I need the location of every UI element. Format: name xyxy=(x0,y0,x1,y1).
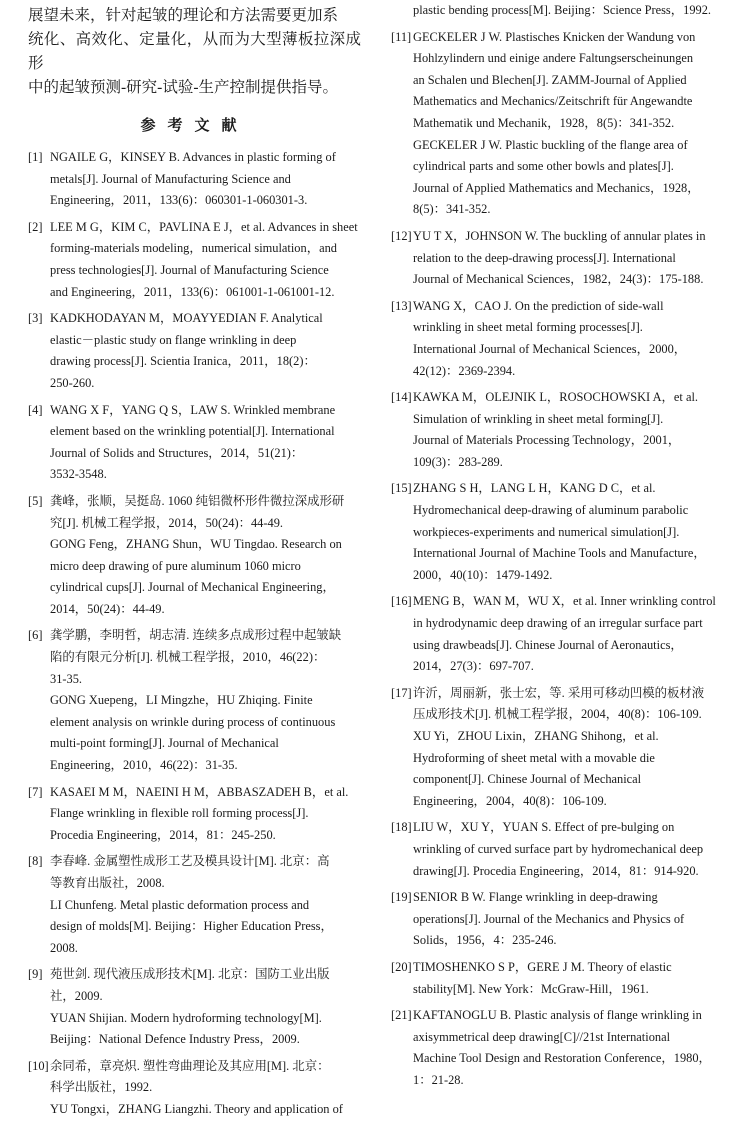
reference-item xyxy=(28,400,361,486)
reference-line: 龚学鹏，李明哲，胡志清. 连续多点成形过程中起皱缺 xyxy=(50,628,342,643)
reference-item xyxy=(391,683,727,813)
reference-text xyxy=(50,851,361,959)
reference-line: SENIOR B W. Flange wrinkling in deep-drawing xyxy=(413,890,658,905)
reference-item xyxy=(391,387,727,473)
reference-item xyxy=(391,478,727,586)
reference-text xyxy=(413,226,727,291)
reference-number: [5] xyxy=(28,493,43,508)
reference-number: [2] xyxy=(28,219,43,234)
reference-paragraph xyxy=(413,387,727,473)
reference-paragraph xyxy=(50,1099,361,1121)
reference-line: design of molds[M]. Beijing：Higher Education Press， xyxy=(50,919,333,934)
reference-text xyxy=(50,147,361,212)
reference-line: Journal of Solids and Structures，2014，51(21)： xyxy=(50,445,304,460)
reference-line: 许沂，周丽新，张士宏，等. 采用可移动凹模的板材液 xyxy=(413,685,705,700)
reference-paragraph xyxy=(413,226,727,291)
reference-item xyxy=(391,296,727,382)
reference-text xyxy=(413,27,727,221)
reference-line: Engineering，2004，40(8)：106-109. xyxy=(413,793,607,808)
reference-number: [13] xyxy=(391,298,412,313)
reference-paragraph xyxy=(413,135,727,221)
reference-line: International Journal of Machine Tools and Manufacture， xyxy=(413,546,706,561)
reference-line: forming-materials modeling，numerical simulation，and xyxy=(50,241,337,256)
reference-line: 李春峰. 金属塑性成形工艺及模具设计[M]. 北京：高 xyxy=(50,854,330,869)
reference-text xyxy=(413,1005,727,1091)
reference-line: TIMOSHENKO S P，GERE J M. Theory of elastic xyxy=(413,959,672,974)
reference-line: 陷的有限元分析[J]. 机械工程学报，2010，46(22)： xyxy=(50,650,326,665)
reference-item xyxy=(391,957,727,1000)
reference-line: LI Chunfeng. Metal plastic deformation process and xyxy=(50,897,310,912)
left-reference-list xyxy=(28,147,361,1121)
reference-number: [14] xyxy=(391,390,412,405)
reference-line: Engineering，2010，46(22)：31-35. xyxy=(50,758,238,773)
reference-line: Hohlzylindern und einige andere Faltungserscheinungen xyxy=(413,51,694,66)
reference-paragraph xyxy=(413,817,727,882)
reference-line: 等教育出版社，2008. xyxy=(50,876,165,890)
reference-line: cylindrical cups[J]. Journal of Mechanical Engineering， xyxy=(50,580,335,595)
reference-number: [20] xyxy=(391,959,412,974)
reference-paragraph xyxy=(50,690,361,776)
reference-line: 1：21-28. xyxy=(413,1072,464,1087)
reference-line: Hydroforming of sheet metal with a movable die xyxy=(413,750,655,765)
reference-line: using drawbeads[J]. Chinese Journal of Aeronautics， xyxy=(413,637,683,652)
reference-line: WANG X，CAO J. On the prediction of side-wall xyxy=(413,298,664,313)
reference-item xyxy=(28,308,361,394)
reference-paragraph xyxy=(413,726,727,812)
reference-line: 2000，40(10)：1479-1492. xyxy=(413,567,553,582)
reference-line: press technologies[J]. Journal of Manufacturing Science xyxy=(50,262,329,277)
reference-line: KAWKA M，OLEJNIK L，ROSOCHOWSKI A，et al. xyxy=(413,390,699,405)
reference-paragraph xyxy=(50,625,361,690)
reference-number: [8] xyxy=(28,854,43,869)
reference-line: YUAN Shijian. Modern hydroforming technology[M]. xyxy=(50,1010,322,1025)
reference-item xyxy=(28,625,361,776)
reference-line: Beijing：National Defence Industry Press，2009. xyxy=(50,1032,300,1047)
reference-text xyxy=(50,625,361,776)
reference-paragraph xyxy=(50,147,361,212)
reference-line: multi-point forming[J]. Journal of Mechanical xyxy=(50,736,279,751)
reference-number: [12] xyxy=(391,228,412,243)
reference-line: element analysis on wrinkle during process of continuous xyxy=(50,714,336,729)
reference-line: Hydromechanical deep-drawing of aluminum parabolic xyxy=(413,503,689,518)
reference-item xyxy=(28,491,361,621)
reference-line: LEE M G，KIM C，PAVLINA E J，et al. Advances in sheet xyxy=(50,219,358,234)
reference-line: 31-35. xyxy=(50,671,83,686)
reference-item xyxy=(391,887,727,952)
reference-line: stability[M]. New York：McGraw-Hill，1961. xyxy=(413,981,649,996)
reference-line: KADKHODAYAN M，MOAYYEDIAN F. Analytical xyxy=(50,311,323,326)
reference-paragraph xyxy=(50,308,361,394)
reference-item xyxy=(391,817,727,882)
left-column xyxy=(28,0,361,1126)
reference-item xyxy=(391,27,727,221)
reference-number: [16] xyxy=(391,594,412,609)
reference-line: 2014，50(24)：44-49. xyxy=(50,601,165,616)
reference-number: [15] xyxy=(391,481,412,496)
reference-line: XU Yi，ZHOU Lixin，ZHANG Shihong，et al. xyxy=(413,729,659,743)
reference-text xyxy=(50,491,361,621)
reference-number: [18] xyxy=(391,820,412,835)
reference-text xyxy=(50,308,361,394)
reference-line: wrinkling of curved surface part by hydromechanical deep xyxy=(413,841,704,856)
reference-item xyxy=(28,1056,361,1121)
reference-number: [10] xyxy=(28,1058,49,1073)
intro-line: 展望未来，针对起皱的理论和方法需要更加系 xyxy=(28,7,339,24)
reference-text xyxy=(413,591,727,677)
reference-line: element based on the wrinkling potential[J]. International xyxy=(50,424,335,439)
reference-line: 苑世剑. 现代液压成形技术[M]. 北京：国防工业出版 xyxy=(50,967,330,982)
reference-number: [7] xyxy=(28,784,43,799)
reference-line: wrinkling in sheet metal forming processes[J]. xyxy=(413,320,643,335)
reference-line: and Engineering，2011，133(6)：061001-1-061001-12. xyxy=(50,284,335,299)
reference-line: YU T X，JOHNSON W. The buckling of annular plates in xyxy=(413,228,706,243)
reference-paragraph xyxy=(50,1056,361,1099)
reference-number: [21] xyxy=(391,1008,412,1023)
reference-paragraph xyxy=(50,782,361,847)
reference-item xyxy=(28,217,361,303)
reference-line: WANG X F，YANG Q S，LAW S. Wrinkled membrane xyxy=(50,402,336,417)
reference-item xyxy=(391,226,727,291)
reference-number: [19] xyxy=(391,890,412,905)
reference-continuation xyxy=(391,0,727,22)
reference-text xyxy=(413,387,727,473)
reference-text xyxy=(50,400,361,486)
reference-paragraph xyxy=(413,683,727,726)
reference-line: 250-260. xyxy=(50,375,95,390)
reference-text xyxy=(413,817,727,882)
reference-number: [17] xyxy=(391,685,412,700)
reference-line: workpieces-experiments and numerical simulation[J]. xyxy=(413,524,680,539)
intro-line: 统化、高效化、定量化，从而为大型薄板拉深成形 xyxy=(28,31,361,72)
reference-line: an Schalen und Blechen[J]. ZAMM-Journal of Applied xyxy=(413,72,687,87)
reference-paragraph xyxy=(50,400,361,486)
reference-paragraph xyxy=(50,534,361,620)
reference-line: micro deep drawing of pure aluminum 1060 micro xyxy=(50,558,301,573)
reference-text xyxy=(50,964,361,1050)
reference-number: [9] xyxy=(28,967,43,982)
reference-item xyxy=(28,147,361,212)
reference-line: component[J]. Chinese Journal of Mechanical xyxy=(413,772,642,787)
reference-paragraph xyxy=(413,957,727,1000)
reference-text xyxy=(413,683,727,813)
reference-text xyxy=(50,217,361,303)
reference-paragraph xyxy=(413,478,727,586)
reference-paragraph xyxy=(50,491,361,534)
reference-text xyxy=(50,782,361,847)
right-column xyxy=(391,0,727,1097)
reference-paragraph xyxy=(50,851,361,894)
reference-text xyxy=(413,296,727,382)
reference-paragraph xyxy=(413,1005,727,1091)
reference-line: elastic－plastic study on flange wrinkling in deep xyxy=(50,332,297,347)
right-reference-list xyxy=(391,27,727,1092)
reference-line: Journal of Materials Processing Technology，2001， xyxy=(413,433,681,448)
reference-line: 42(12)：2369-2394. xyxy=(413,363,516,378)
reference-paragraph xyxy=(413,296,727,382)
reference-line: 压成形技术[J]. 机械工程学报，2004，40(8)：106-109. xyxy=(413,707,702,722)
reference-number: [3] xyxy=(28,311,43,326)
reference-line: ZHANG S H，LANG L H，KANG D C，et al. xyxy=(413,481,656,496)
reference-line: drawing[J]. Procedia Engineering，2014，81：914-920. xyxy=(413,863,699,878)
reference-line: YU Tongxi，ZHANG Liangzhi. Theory and application of xyxy=(50,1101,343,1116)
reference-text xyxy=(50,1056,361,1121)
reference-line: in hydrodynamic deep drawing of an irregular surface part xyxy=(413,616,703,631)
reference-line: 2008. xyxy=(50,940,78,955)
reference-line: 余同希，章亮炽. 塑性弯曲理论及其应用[M]. 北京： xyxy=(50,1058,330,1073)
reference-line: 究[J]. 机械工程学报，2014，50(24)：44-49. xyxy=(50,515,283,530)
reference-line: 龚峰，张顺，吴挺岛. 1060 纯铝微杯形件微拉深成形研 xyxy=(50,493,345,508)
reference-line: Procedia Engineering，2014，81：245-250. xyxy=(50,827,276,842)
reference-paragraph xyxy=(50,1008,361,1051)
reference-line: 社，2009. xyxy=(50,988,103,1003)
reference-line: 8(5)：341-352. xyxy=(413,202,491,217)
reference-line: GONG Xuepeng，LI Mingzhe，HU Zhiqing. Finite xyxy=(50,693,313,708)
reference-line: Engineering，2011，133(6)：060301-1-060301-3. xyxy=(50,193,308,208)
reference-text xyxy=(413,957,727,1000)
reference-line: relation to the deep-drawing process[J]. International xyxy=(413,250,676,265)
reference-paragraph xyxy=(413,887,727,952)
reference-text xyxy=(413,887,727,952)
reference-line: Simulation of wrinkling in sheet metal forming[J]. xyxy=(413,411,664,426)
reference-number: [11] xyxy=(391,29,412,44)
reference-line: 109(3)：283-289. xyxy=(413,454,503,469)
reference-line: cylindrical parts and some other bowls and plates[J]. xyxy=(413,159,674,174)
reference-line: NGAILE G，KINSEY B. Advances in plastic forming of xyxy=(50,150,336,164)
reference-item xyxy=(28,782,361,847)
reference-line: drawing process[J]. Scientia Iranica，2011，18(2)： xyxy=(50,354,316,369)
reference-line: Flange wrinkling in flexible roll forming process[J]. xyxy=(50,806,309,821)
reference-line: KASAEI M M，NAEINI H M，ABBASZADEH B，et al. xyxy=(50,784,349,799)
reference-text xyxy=(413,478,727,586)
reference-paragraph xyxy=(50,895,361,960)
reference-paragraph xyxy=(413,591,727,677)
reference-paragraph xyxy=(50,217,361,303)
intro-line: 中的起皱预测-研究-试验-生产控制提供指导。 xyxy=(28,79,338,96)
reference-line: Journal of Applied Mathematics and Mechanics，1928， xyxy=(413,180,700,195)
reference-line: LIU W，XU Y，YUAN S. Effect of pre-bulging on xyxy=(413,820,675,835)
reference-line: Machine Tool Design and Restoration Conference，1980， xyxy=(413,1051,711,1066)
intro-paragraph xyxy=(28,4,361,100)
reference-line: plastic bending process[M]. Beijing：Science Press，1992. xyxy=(413,3,712,17)
reference-number: [4] xyxy=(28,402,43,417)
reference-line: operations[J]. Journal of the Mechanics and Physics of xyxy=(413,911,685,926)
reference-item xyxy=(28,851,361,959)
reference-line: GECKELER J W. Plastic buckling of the flange area of xyxy=(413,137,688,152)
reference-line: axisymmetrical deep drawing[C]//21st International xyxy=(413,1029,671,1044)
reference-paragraph xyxy=(413,27,727,135)
reference-paragraph xyxy=(50,964,361,1007)
reference-line: MENG B，WAN M，WU X，et al. Inner wrinkling control xyxy=(413,594,716,609)
reference-number: [1] xyxy=(28,150,43,164)
reference-line: Mathematics and Mechanics/Zeitschrift für Angewandte xyxy=(413,94,693,109)
reference-line: 2014，27(3)：697-707. xyxy=(413,659,534,674)
reference-line: GONG Feng，ZHANG Shun，WU Tingdao. Research on xyxy=(50,537,342,552)
reference-line: 科学出版社，1992. xyxy=(50,1080,153,1095)
reference-line: KAFTANOGLU B. Plastic analysis of flange wrinkling in xyxy=(413,1008,702,1023)
references-heading: 参考文献 xyxy=(140,116,249,134)
reference-line: GECKELER J W. Plastisches Knicken der Wandung von xyxy=(413,29,696,44)
reference-line: Mathematik und Mechanik，1928，8(5)：341-352. xyxy=(413,115,675,130)
reference-line: 3532-3548. xyxy=(50,467,107,482)
reference-line: Solids，1956，4：235-246. xyxy=(413,933,557,948)
reference-item xyxy=(28,964,361,1050)
reference-item xyxy=(391,591,727,677)
reference-number: [6] xyxy=(28,628,43,643)
reference-line: Journal of Mechanical Sciences，1982，24(3)：175-188. xyxy=(413,272,704,287)
reference-line: metals[J]. Journal of Manufacturing Science and xyxy=(50,171,291,186)
reference-item xyxy=(391,1005,727,1091)
reference-line: International Journal of Mechanical Sciences，2000， xyxy=(413,341,687,356)
